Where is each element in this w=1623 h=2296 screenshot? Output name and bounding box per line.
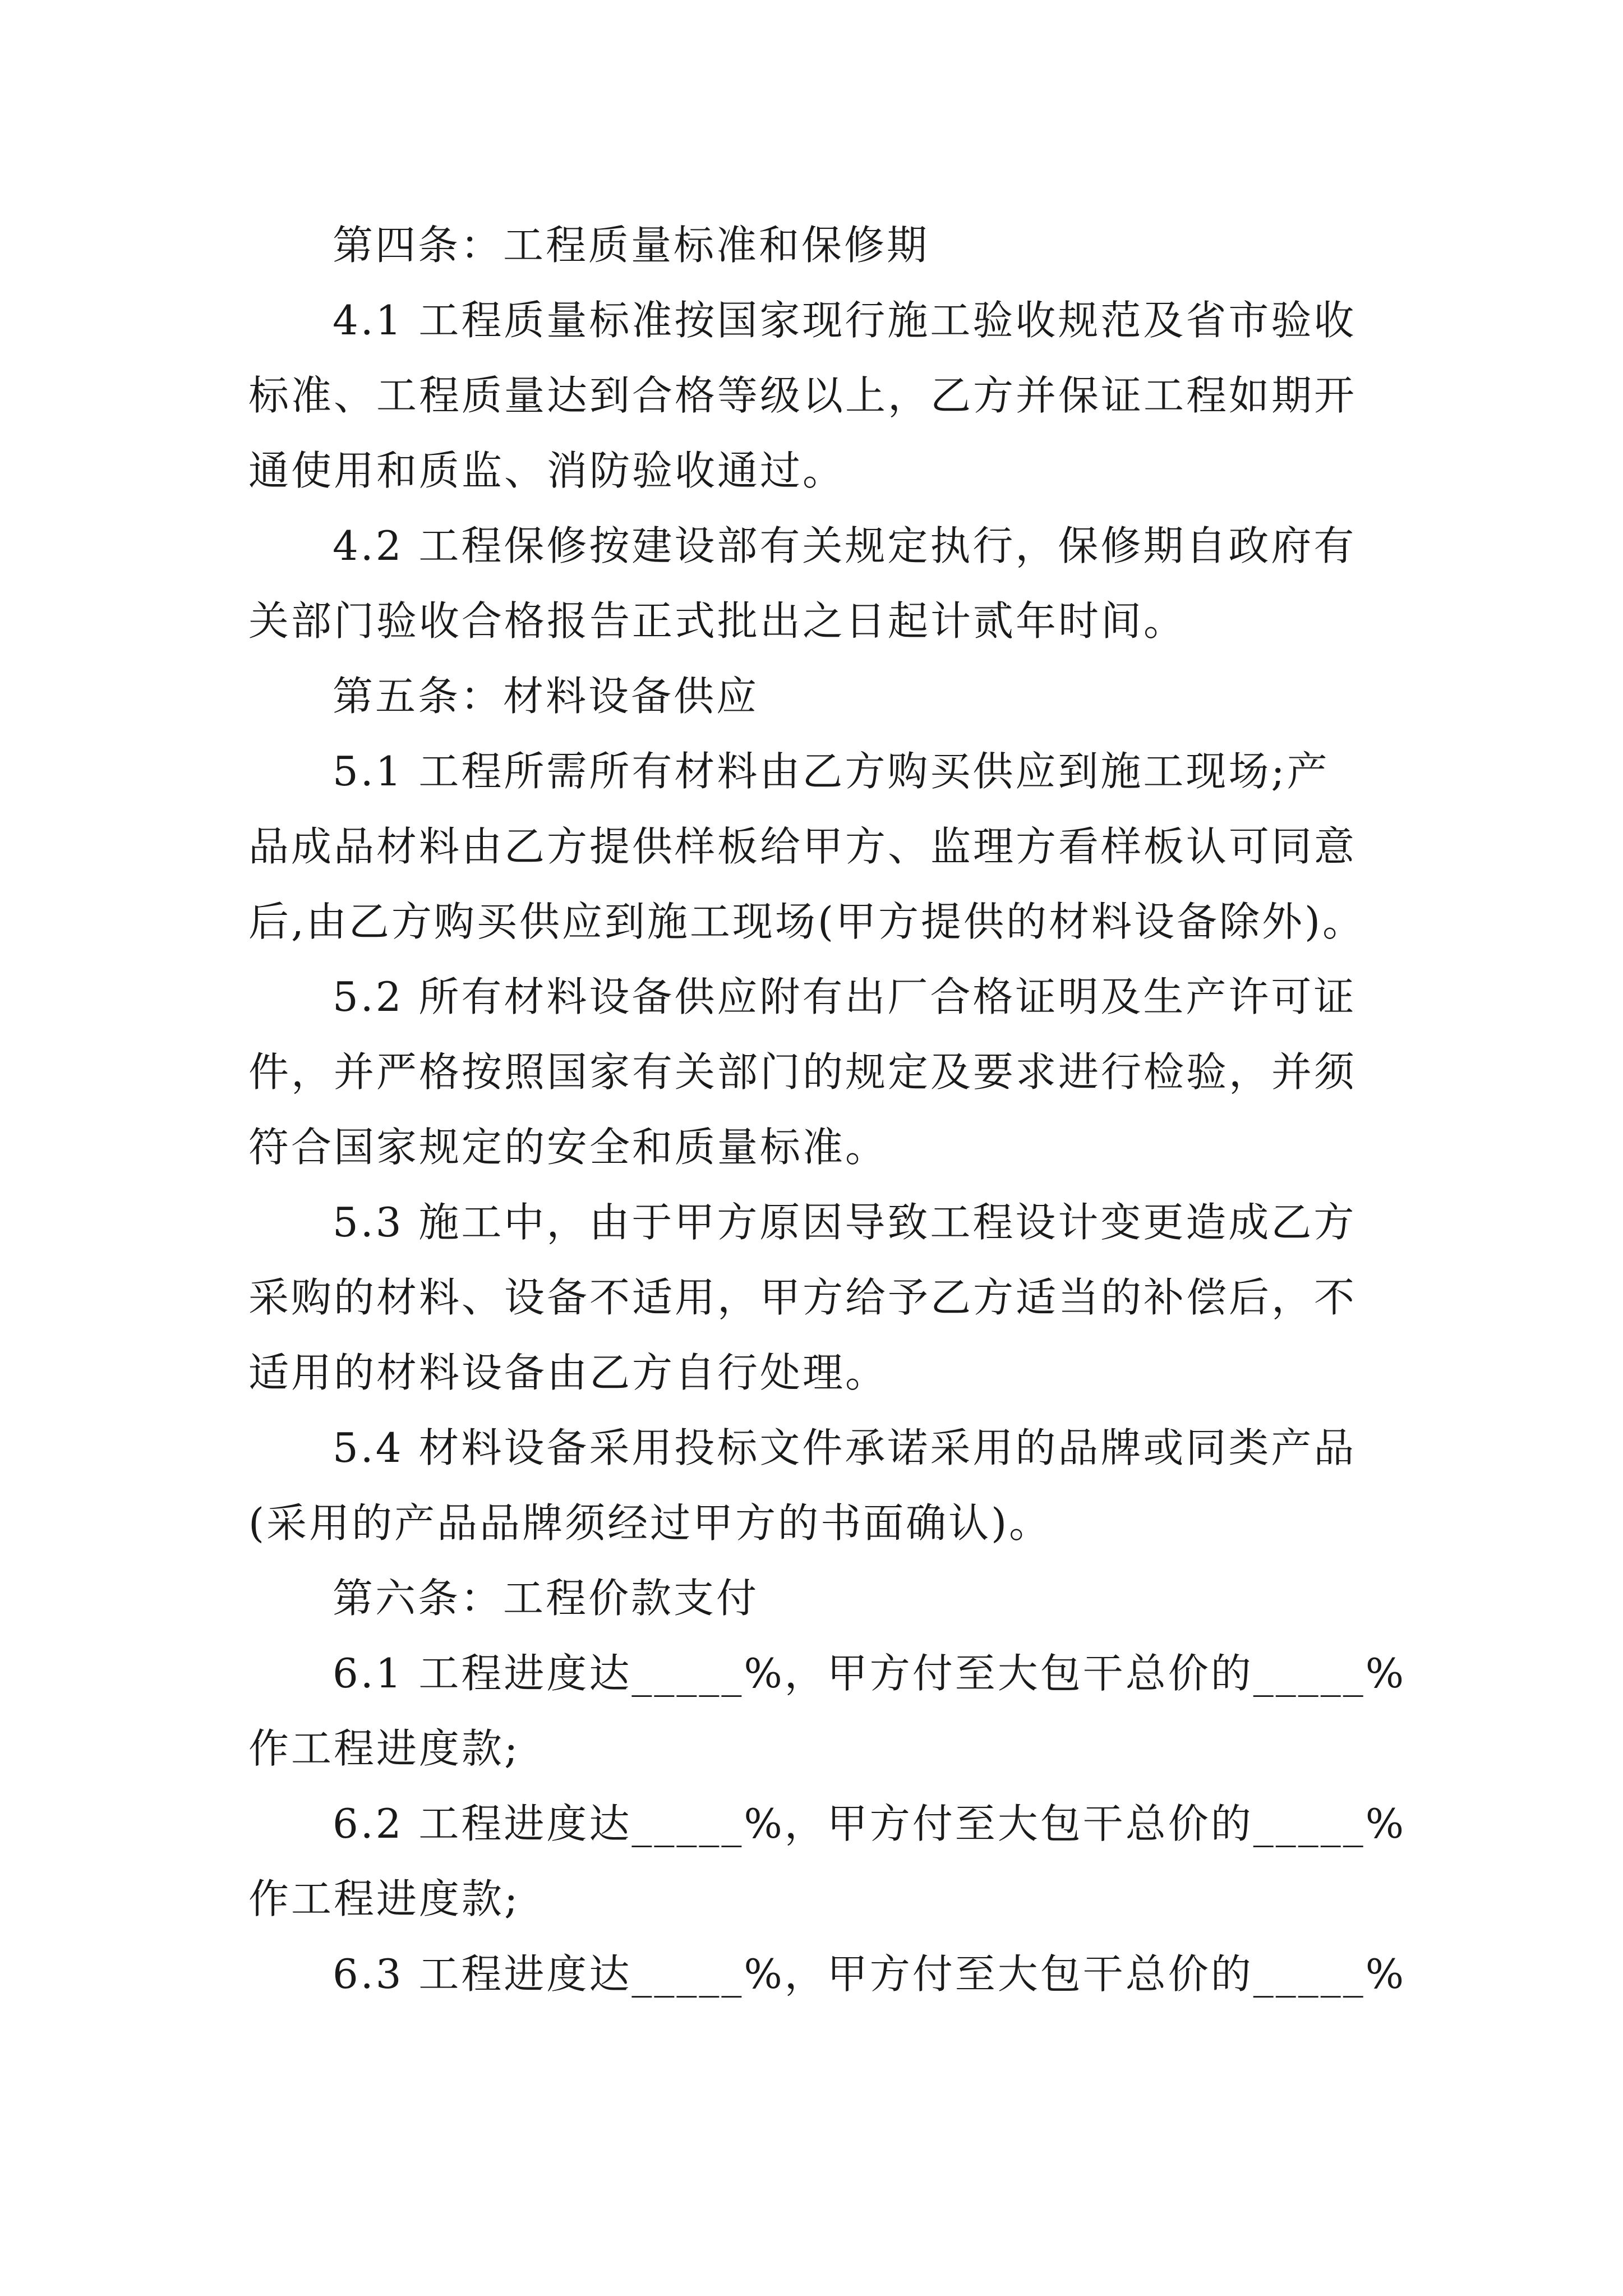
- article-5-heading: 第五条：材料设备供应: [333, 673, 759, 720]
- article-4-heading: 第四条：工程质量标准和保修期: [333, 222, 930, 269]
- clause-5-3-line-2: 采购的材料、设备不适用，甲方给予乙方适当的补偿后，不: [248, 1274, 1357, 1321]
- clause-4-2: [248, 508, 1393, 659]
- clause-6-1-line-1: 6.1 工程进度达_____%，甲方付至大包干总价的_____%: [333, 1650, 1407, 1697]
- clause-5-1: [248, 734, 1393, 959]
- clause-4-1-line-2: 标准、工程质量达到合格等级以上，乙方并保证工程如期开: [248, 372, 1357, 419]
- clause-5-3-line-3: 适用的材料设备由乙方自行处理。: [248, 1349, 888, 1396]
- clause-5-4-line-1: 5.4 材料设备采用投标文件承诺采用的品牌或同类产品: [333, 1424, 1357, 1471]
- clause-6-1-line-2: 作工程进度款;: [248, 1725, 520, 1772]
- clause-6-2: [248, 1786, 1407, 1936]
- clause-5-2-line-1: 5.2 所有材料设备供应附有出厂合格证明及生产许可证: [333, 973, 1357, 1020]
- clause-5-2-line-2: 件，并严格按照国家有关部门的规定及要求进行检验，并须: [248, 1048, 1357, 1096]
- clause-6-1: [248, 1636, 1407, 1786]
- clause-5-2: [248, 959, 1393, 1185]
- clause-5-3-line-1: 5.3 施工中，由于甲方原因导致工程设计变更造成乙方: [333, 1199, 1357, 1246]
- clause-5-3: [248, 1185, 1393, 1410]
- clause-6-3-line-1: 6.3 工程进度达_____%，甲方付至大包干总价的_____%: [333, 1950, 1407, 1998]
- clause-5-1-line-3: 后,由乙方购买供应到施工现场(甲方提供的材料设备除外)。: [248, 898, 1366, 945]
- clause-5-2-line-3: 符合国家规定的安全和质量标准。: [248, 1124, 888, 1171]
- clause-6-3: [248, 1936, 1407, 2012]
- clause-5-1-line-2: 品成品材料由乙方提供样板给甲方、监理方看样板认可同意: [248, 823, 1357, 870]
- clause-4-1-line-3: 通使用和质监、消防验收通过。: [248, 447, 846, 494]
- clause-6-2-line-1: 6.2 工程进度达_____%，甲方付至大包干总价的_____%: [333, 1800, 1407, 1847]
- clause-5-1-line-1: 5.1 工程所需所有材料由乙方购买供应到施工现场;产: [333, 748, 1330, 795]
- clause-5-4: [248, 1410, 1393, 1561]
- document-body: [248, 208, 1407, 2012]
- clause-4-2-line-1: 4.2 工程保修按建设部有关规定执行，保修期自政府有: [333, 522, 1357, 569]
- clause-4-1: [248, 283, 1393, 508]
- clause-4-1-line-1: 4.1 工程质量标准按国家现行施工验收规范及省市验收: [333, 297, 1357, 344]
- clause-5-4-line-2: (采用的产品品牌须经过甲方的书面确认)。: [248, 1499, 1052, 1547]
- clause-4-2-line-2: 关部门验收合格报告正式批出之日起计贰年时间。: [248, 597, 1187, 645]
- article-6-heading: 第六条：工程价款支付: [333, 1575, 759, 1622]
- clause-6-2-line-2: 作工程进度款;: [248, 1875, 520, 1922]
